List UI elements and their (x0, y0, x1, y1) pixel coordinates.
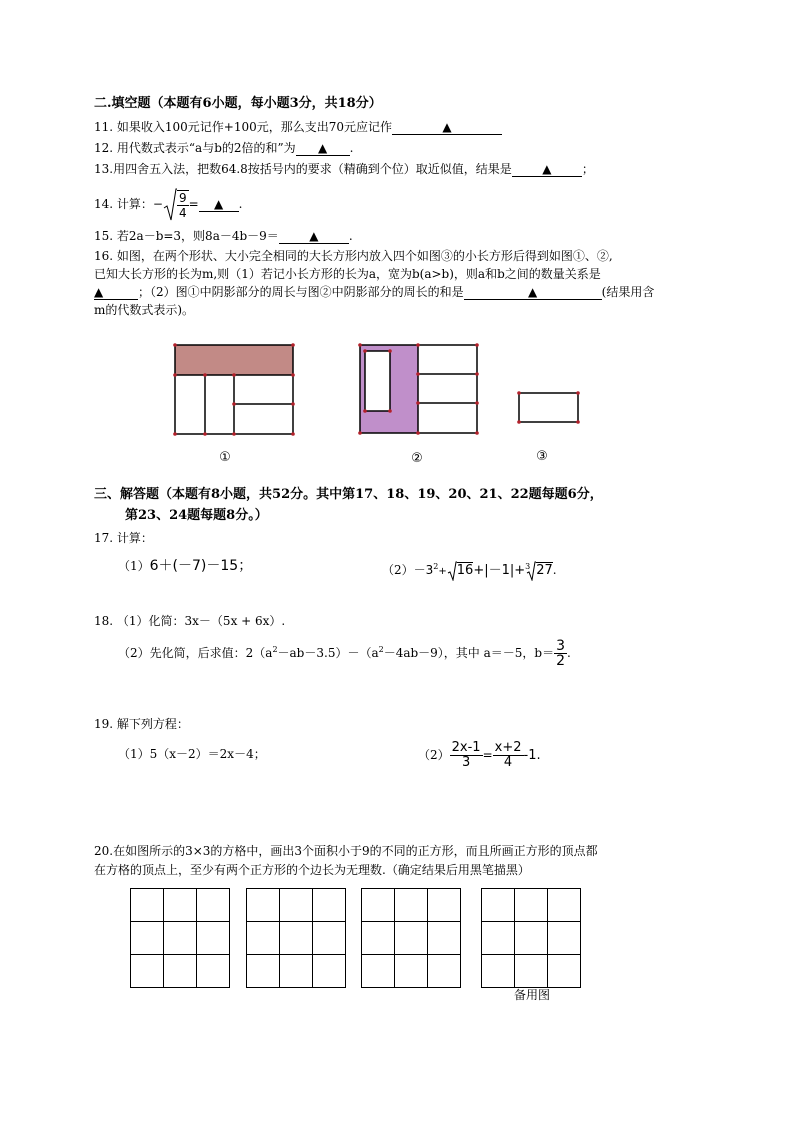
blank-triangle-icon: ▲ (542, 162, 552, 176)
q12-blank[interactable] (296, 141, 350, 156)
q16-line-1: 16. 如图，在两个形状、大小完全相同的大长方形内放入四个如图③的小长方形后得到如图①、②, (94, 249, 613, 263)
q18-part-2 (118, 632, 571, 668)
q14-sqrt (163, 187, 189, 223)
q20-line-2: 在方格的顶点上，至少有两个正方形的个边长为无理数.（确定结果后用黑笔描黑） (94, 863, 530, 877)
section3-heading-line-1: 三、解答题（本题有8小题，共52分。其中第17、18、19、20、21、22题每题6分， (94, 487, 603, 502)
q15-end: . (348, 229, 353, 243)
q19-2-label: （2） (418, 748, 450, 762)
sqrt-sign-icon (163, 188, 177, 222)
sqrt-sign-icon (447, 561, 457, 581)
blank-triangle-icon: ▲ (94, 285, 104, 299)
figure-label-2: ② (411, 451, 423, 466)
figure-2 (358, 343, 479, 435)
figure-1-shaded-region (175, 345, 293, 375)
q19-part-2 (418, 737, 541, 773)
figure-2-inner-rect (365, 351, 390, 411)
q17-2-radicand-1: 16 (456, 563, 474, 578)
figure-label-3: ③ (536, 449, 548, 464)
blank-triangle-icon: ▲ (309, 229, 319, 243)
figure-1 (173, 343, 295, 436)
q17-2-end: . (552, 563, 557, 577)
q19-2-fraction-1 (450, 741, 483, 770)
q17-part-2 (382, 554, 557, 580)
question-11 (94, 119, 502, 135)
q18-2-text-b: －ab－3.5）－（a (277, 646, 379, 660)
q18-2-sup-2: 2 (378, 645, 384, 654)
q14-numerator: 9 (178, 191, 187, 205)
q18-2-fraction (554, 639, 567, 668)
q18-2-text-c: －4ab－9），其中 a＝－5，b＝ (383, 646, 555, 660)
q17-2-term: －3 (413, 563, 434, 577)
q12-text: 12. 用代数式表示“a与b的2倍的和”为 (94, 141, 296, 155)
q16-line-2: 已知大长方形的长为m,则（1）若记小长方形的长为a，宽为b(a>b)，则a和b之间的数量关系是 (94, 267, 601, 281)
blank-triangle-icon: ▲ (442, 120, 452, 134)
q19-2-fraction-2 (493, 741, 524, 770)
q14-blank[interactable] (199, 197, 239, 212)
q16-blank-2[interactable] (464, 285, 602, 300)
q14-end: . (238, 197, 243, 211)
question-14 (94, 186, 243, 222)
q13-blank[interactable] (512, 162, 582, 177)
section3-heading-line-2: 第23、24题每题8分。） (125, 508, 268, 523)
q14-denominator: 4 (178, 206, 187, 220)
q17-2-root-index: 3 (525, 562, 531, 571)
q17-2-radicand-2: 27 (536, 563, 553, 578)
q20-line-1: 20.在如图所示的3×3的方格中，画出3个面积小于9的不同的正方形，而且所画正方形的顶点都 (94, 844, 598, 858)
q11-text: 11. 如果收入100元记作+100元，那么支出70元应记作 (94, 120, 393, 134)
q16-text-post: (结果用含 (601, 285, 655, 299)
q12-end: . (349, 141, 354, 155)
q17-1-label: （1） (118, 559, 150, 573)
section2-heading: 二.填空题（本题有6小题，每小题3分，共18分） (94, 96, 382, 111)
q14-minus: − (152, 197, 163, 211)
q15-text: 15. 若2a－b=3，则8a－4b－9＝ (94, 229, 279, 243)
grid-spare[interactable] (482, 889, 581, 988)
q19-2-end: -1. (523, 748, 541, 763)
blank-triangle-icon: ▲ (214, 197, 224, 211)
grid-2[interactable] (247, 889, 346, 988)
q17-title: 17. 计算： (94, 531, 153, 545)
q16-blank-1[interactable] (94, 285, 138, 300)
q19-2-numerator-2: x+2 (494, 740, 522, 755)
q18-2-numerator: 3 (556, 638, 566, 654)
figure-label-1: ① (219, 450, 231, 465)
q17-1-expression: 6＋(－7)－15； (149, 558, 253, 574)
q16-figures (170, 338, 590, 468)
q17-2-label: （2） (382, 563, 414, 577)
q17-2-exponent: 2 (433, 562, 439, 571)
q19-2-denominator-1: 3 (461, 755, 471, 770)
q11-blank[interactable] (392, 120, 502, 135)
q17-part-1 (118, 558, 252, 574)
question-15 (94, 228, 353, 244)
q15-blank[interactable] (279, 229, 349, 244)
figure-3 (517, 391, 580, 424)
question-13 (94, 161, 594, 177)
blank-triangle-icon: ▲ (528, 285, 538, 299)
q19-part-1: （1）5（x－2）＝2x－4； (118, 747, 266, 761)
q20-grids (128, 886, 588, 990)
question-12 (94, 140, 353, 156)
cube-root-sign-icon (526, 561, 536, 581)
q19-title: 19. 解下列方程： (94, 717, 189, 731)
grid-3[interactable] (362, 889, 461, 988)
q19-2-equals: = (482, 748, 493, 762)
q14-fraction (177, 190, 189, 220)
q18-2-text-a: （2）先化简，后求值：2（a (118, 646, 273, 660)
q13-end: ； (581, 162, 594, 176)
q18-part-1: 18. （1）化简：3x－（5x + 6x）. (94, 614, 286, 628)
q14-equals: = (188, 197, 199, 211)
grid-1[interactable] (131, 889, 230, 988)
q13-text: 13.用四舍五入法，把数64.8按括号内的要求（精确到个位）取近似值，结果是 (94, 162, 512, 176)
q18-2-end: . (567, 646, 571, 660)
q18-2-denominator: 2 (556, 653, 566, 669)
q16-line-4: m的代数式表示)。 (94, 303, 195, 317)
figure-3-small-rect (519, 393, 578, 422)
q17-2-plus: + (438, 566, 447, 577)
q17-2-abs: +|－1|+ (473, 563, 526, 578)
spare-grid-label: 备用图 (514, 988, 551, 1002)
q16-text-mid: ；（2）图①中阴影部分的周长与图②中阴影部分的周长的和是 (138, 285, 464, 299)
q19-2-numerator-1: 2x-1 (451, 740, 481, 755)
q18-2-sup-1: 2 (272, 645, 278, 654)
q19-2-denominator-2: 4 (503, 755, 513, 770)
q16-line-3 (94, 284, 654, 300)
blank-triangle-icon: ▲ (318, 141, 328, 155)
q14-text: 14. 计算： (94, 197, 153, 211)
